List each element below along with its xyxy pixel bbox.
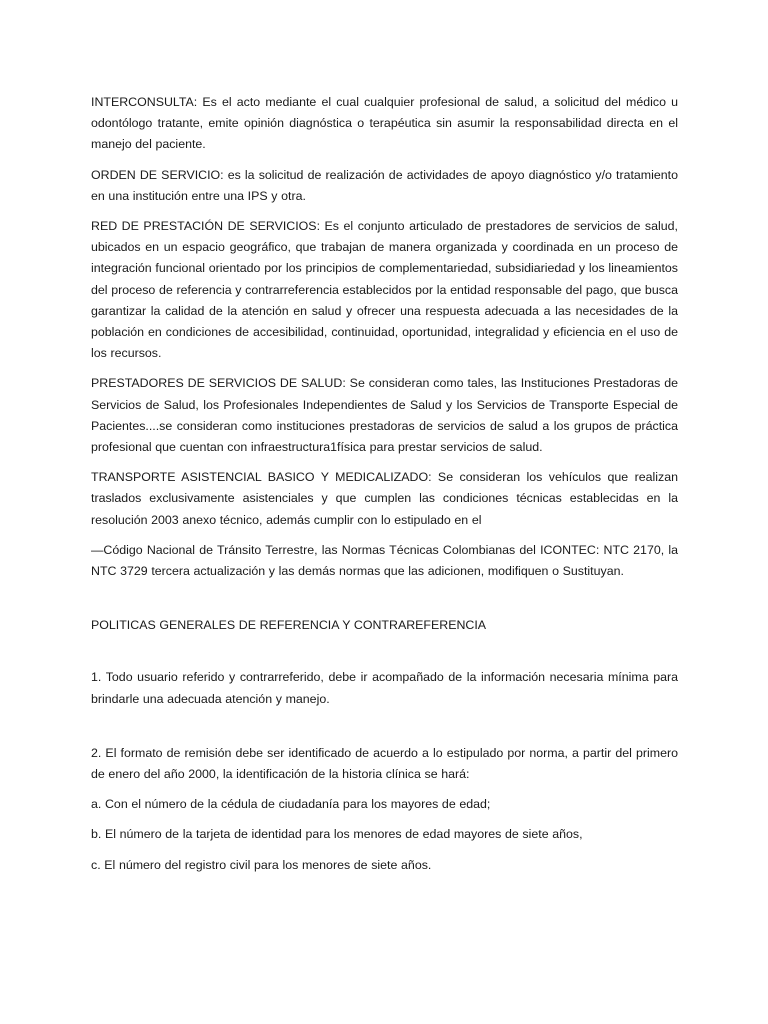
definition-codigo-nacional: —Código Nacional de Tránsito Terrestre, las Normas Técnicas Colombianas del ICONTEC: NTC 2170, la NTC 3729 tercera actualización y las demás normas que las adicionen, modifiquen o Sustituyan.	[91, 542, 678, 579]
policy-item-2c: c. El número del registro civil para los menores de siete años.	[91, 857, 432, 872]
policy-item-2a: a. Con el número de la cédula de ciudadanía para los mayores de edad;	[91, 797, 491, 812]
definition-prestadores: PRESTADORES DE SERVICIOS DE SALUD: Se consideran como tales, las Instituciones Prestadoras de Servicios de Salud, los Profesionales Independientes de Salud y los Servicios de Transporte Especial de Pacientes....se consideran como instituciones prestadoras de servicios de salud a los grupos de práctica profesional que cuentan con infraestructura1física para prestar servicios de salud.	[91, 376, 678, 455]
definition-orden-de-servicio: ORDEN DE SERVICIO: es la solicitud de realización de actividades de apoyo diagnóstico y/o tratamiento en una institución entre una IPS y otra.	[91, 167, 678, 203]
section-heading: POLITICAS GENERALES DE REFERENCIA Y CONTRAREFERENCIA	[91, 618, 487, 633]
policy-item-2b: b. El número de la tarjeta de identidad para los menores de edad mayores de siete años,	[91, 827, 583, 842]
definition-transporte-asistencial: TRANSPORTE ASISTENCIAL BASICO Y MEDICALIZADO: Se consideran los vehículos que realizan traslados exclusivamente asistenciales y que cumplen las condiciones técnicas establecidas en la resolución 2003 anexo técnico, además cumplir con lo estipulado en el	[91, 470, 678, 527]
definition-red-de-prestacion: RED DE PRESTACIÓN DE SERVICIOS: Es el conjunto articulado de prestadores de servicios de salud, ubicados en un espacio geográfico, que trabajan de manera organizada y coordinada en un proceso de integración funcional orientado por los principios de complementariedad, subsidiariedad y los lineamientos del proceso de referencia y contrarreferencia establecidos por la entidad responsable del pago, que busca garantizar la calidad de la atención en salud y ofrecer una respuesta adecuada a las necesidades de la población en condiciones de accesibilidad, continuidad, oportunidad, integralidad y eficiencia en el uso de los recursos.	[91, 219, 678, 361]
definition-interconsulta: INTERCONSULTA: Es el acto mediante el cual cualquier profesional de salud, a solicitud del médico u odontólogo tratante, emite opinión diagnóstica o terapéutica sin asumir la responsabilidad directa en el manejo del paciente.	[91, 95, 678, 152]
policy-item-1: 1. Todo usuario referido y contrarreferido, debe ir acompañado de la información necesaria mínima para brindarle una adecuada atención y manejo.	[91, 670, 678, 706]
policy-item-2: 2. El formato de remisión debe ser identificado de acuerdo a lo estipulado por norma, a partir del primero de enero del año 2000, la identificación de la historia clínica se hará:	[91, 745, 678, 782]
